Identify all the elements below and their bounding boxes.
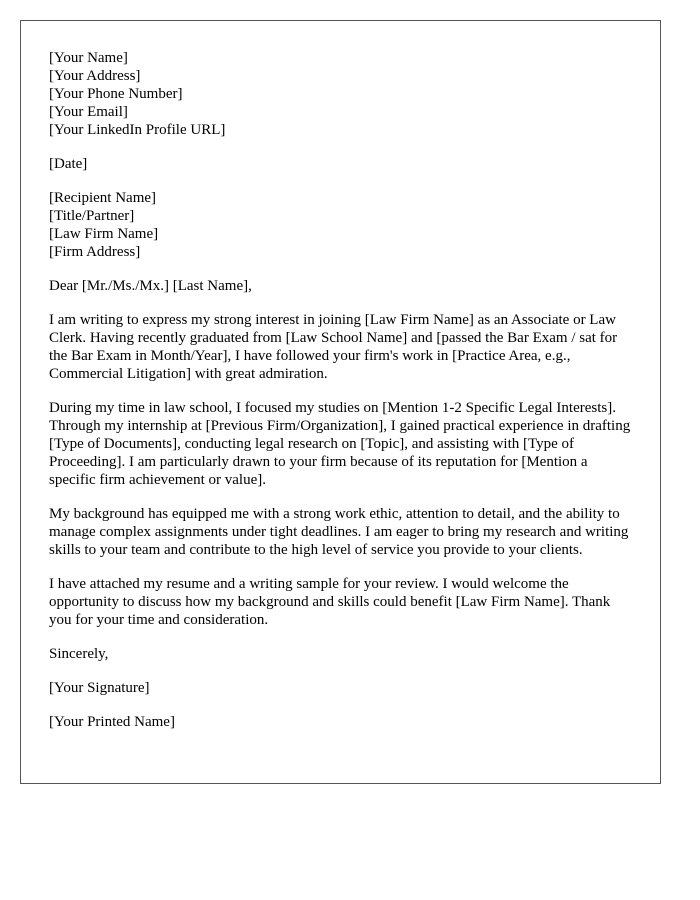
salutation-block bbox=[49, 277, 632, 295]
signature: [Your Signature] bbox=[49, 680, 150, 696]
salutation: Dear [Mr./Ms./Mx.] [Last Name], bbox=[49, 278, 252, 294]
letter-date: [Date] bbox=[49, 156, 88, 172]
sender-address: [Your Address] bbox=[49, 68, 141, 84]
recipient-name: [Recipient Name] bbox=[49, 190, 157, 206]
recipient-firm: [Law Firm Name] bbox=[49, 226, 159, 242]
sender-linkedin: [Your LinkedIn Profile URL] bbox=[49, 122, 226, 138]
body-paragraph-interest: I am writing to express my strong interest in joining [Law Firm Name] as an Associate or Law Clerk. Having recently graduated from [Law School Name] and [passed the Bar Exam / sat for the Bar Exam in Month/Year], I have followed your firm's work in [Practice Area, e.g., Commercial Litigation] with great admiration. bbox=[49, 312, 618, 382]
printed-name: [Your Printed Name] bbox=[49, 714, 175, 730]
sender-block bbox=[49, 49, 632, 139]
sender-phone: [Your Phone Number] bbox=[49, 86, 183, 102]
body-paragraph-closing: I have attached my resume and a writing sample for your review. I would welcome the opportunity to discuss how my background and skills could benefit [Law Firm Name]. Thank you for your time and consideration. bbox=[49, 576, 611, 628]
recipient-address: [Firm Address] bbox=[49, 244, 141, 260]
recipient-title: [Title/Partner] bbox=[49, 208, 135, 224]
sender-email: [Your Email] bbox=[49, 104, 128, 120]
date-block bbox=[49, 155, 632, 173]
sender-name: [Your Name] bbox=[49, 50, 128, 66]
closing-block bbox=[49, 645, 632, 663]
printed-name-block bbox=[49, 713, 632, 731]
signature-block bbox=[49, 679, 632, 697]
body-paragraph-skills: My background has equipped me with a strong work ethic, attention to detail, and the ability to manage complex assignments under tight deadlines. I am eager to bring my research and writing skills to your team and contribute to the high level of service you provide to your clients. bbox=[49, 506, 629, 558]
recipient-block bbox=[49, 189, 632, 261]
closing: Sincerely, bbox=[49, 646, 109, 662]
cover-letter-page bbox=[20, 20, 661, 784]
body-paragraph-experience: During my time in law school, I focused my studies on [Mention 1-2 Specific Legal Interests]. Through my internship at [Previous Firm/Organization], I gained practical experience in drafting [Type of Documents], conducting legal research on [Topic], and assisting with [Type of Proceeding]. I am particularly drawn to your firm because of its reputation for [Mention a specific firm achievement or value]. bbox=[49, 400, 631, 488]
